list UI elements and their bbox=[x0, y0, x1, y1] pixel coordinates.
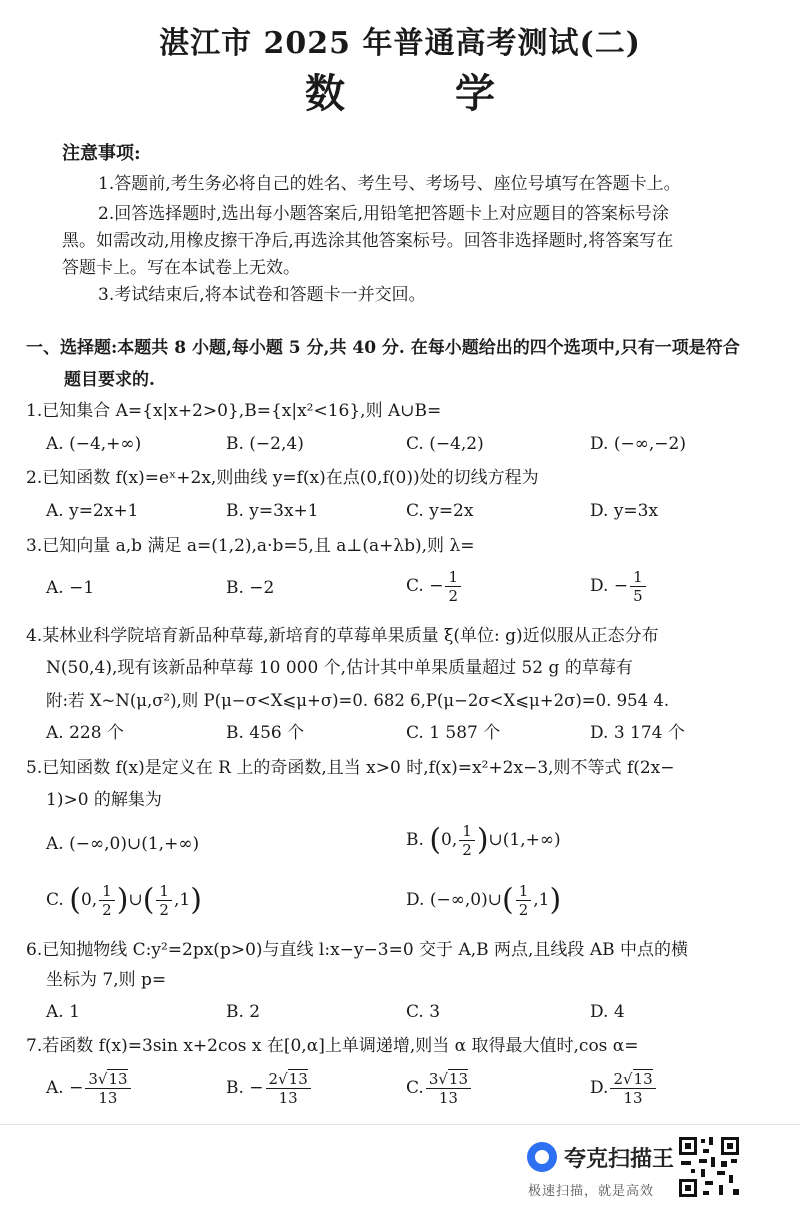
exam-title: 湛江市 2025 年普通高考测试(二) bbox=[159, 26, 641, 61]
denominator: 13 bbox=[98, 1089, 118, 1107]
numerator: 2√13 bbox=[610, 1070, 655, 1089]
coefficient: 3 bbox=[428, 1070, 439, 1088]
qr-module bbox=[719, 1185, 723, 1195]
q3-option-b: B. −2 bbox=[226, 578, 275, 598]
fraction bbox=[445, 568, 461, 605]
q5-option-b: B. (0, $\frac{1}{2}$ )∪(1,+∞) bbox=[406, 822, 561, 859]
right-paren: ) bbox=[476, 822, 489, 858]
scanner-logo-icon bbox=[527, 1142, 557, 1172]
section-heading-cont: 题目要求的. bbox=[64, 370, 155, 390]
subject-title bbox=[0, 62, 800, 119]
footer-divider bbox=[0, 1124, 800, 1125]
subject-char-2: 学 bbox=[455, 70, 495, 117]
subject-char-1: 数 bbox=[305, 70, 345, 117]
q6-option-d: D. 4 bbox=[590, 1002, 625, 1022]
numerator: 1 bbox=[156, 882, 172, 901]
q2-option-a: A. y=2x+1 bbox=[46, 501, 139, 521]
q6-option-a: A. 1 bbox=[46, 1002, 80, 1022]
left-paren: ( bbox=[429, 822, 442, 858]
fraction bbox=[426, 1070, 471, 1107]
left-paren: ( bbox=[69, 882, 81, 918]
left-paren: ( bbox=[501, 882, 514, 918]
numerator: 3√13 bbox=[85, 1070, 130, 1089]
coefficient: 2 bbox=[268, 1070, 279, 1088]
scanner-slogan: 极速扫描，就是高效 bbox=[528, 1184, 655, 1199]
qr-finder-center bbox=[727, 1143, 733, 1149]
q1-option-b: B. (−2,4) bbox=[226, 434, 304, 454]
q7-option-c-prefix: C. bbox=[406, 1078, 424, 1098]
notice-line: 黑。如需改动,用橡皮擦干净后,再选涂其他答案标号。回答非选择题时,将答案写在 bbox=[62, 231, 674, 251]
fraction bbox=[85, 1070, 130, 1107]
q4-option-d: D. 3 174 个 bbox=[590, 723, 685, 743]
fraction bbox=[610, 1070, 655, 1107]
notice-line: 答题卡上。写在本试卷上无效。 bbox=[62, 258, 300, 278]
fraction bbox=[99, 882, 115, 919]
q2-option-c: C. y=2x bbox=[406, 501, 474, 521]
question-2-stem: 2.已知函数 f(x)=eˣ+2x,则曲线 y=f(x)在点(0,f(0))处的切线方程为 bbox=[26, 468, 539, 488]
denominator: 13 bbox=[623, 1089, 643, 1107]
qr-module bbox=[681, 1161, 691, 1165]
question-3-stem: 3.已知向量 a,b 满足 a=(1,2),a·b=5,且 a⊥(a+λb),则 λ= bbox=[26, 536, 475, 556]
notice-line: 1.答题前,考生务必将自己的姓名、考生号、考场号、座位号填写在答题卡上。 bbox=[98, 174, 681, 194]
q3-option-a: A. −1 bbox=[46, 578, 95, 598]
q5-option-c-prefix: C. bbox=[46, 890, 64, 910]
numerator: 2√13 bbox=[266, 1070, 311, 1089]
section-heading: 一、选择题:本题共 8 小题,每小题 5 分,共 40 分. 在每小题给出的四个选项中,只有一项是符合 bbox=[26, 338, 740, 358]
question-4-line-3: 附:若 X~N(μ,σ²),则 P(μ−σ<X⩽μ+σ)=0. 682 6,P(μ−2σ<X⩽μ+2σ)=0. 954 4. bbox=[46, 691, 670, 710]
qr-module bbox=[717, 1171, 725, 1175]
q3-option-c bbox=[406, 568, 463, 605]
qr-module bbox=[701, 1139, 705, 1143]
q4-option-a: A. 228 个 bbox=[46, 723, 124, 743]
fraction bbox=[630, 568, 646, 605]
fraction bbox=[266, 1070, 311, 1107]
denominator: 5 bbox=[633, 587, 643, 605]
fraction bbox=[459, 822, 475, 859]
denominator: 2 bbox=[462, 841, 472, 859]
qr-module bbox=[705, 1181, 713, 1185]
denominator: 2 bbox=[159, 901, 169, 919]
qr-module bbox=[691, 1169, 695, 1173]
radicand: 13 bbox=[288, 1070, 308, 1088]
q4-option-c: C. 1 587 个 bbox=[406, 723, 501, 743]
q1-option-c: C. (−4,2) bbox=[406, 434, 484, 454]
right-paren: ) bbox=[190, 882, 202, 918]
notice-heading: 注意事项: bbox=[62, 143, 141, 164]
right-paren: ) bbox=[116, 882, 129, 918]
radicand: 13 bbox=[633, 1070, 653, 1088]
qr-module bbox=[711, 1157, 715, 1167]
q7-option-b bbox=[226, 1070, 313, 1107]
q5-option-d-prefix: D. (−∞,0)∪ bbox=[406, 890, 502, 910]
q7-option-d-prefix: D. bbox=[590, 1078, 609, 1098]
q5-option-a: A. (−∞,0)∪(1,+∞) bbox=[46, 834, 200, 854]
q2-option-d: D. y=3x bbox=[590, 501, 659, 521]
qr-code-icon bbox=[677, 1135, 741, 1199]
coefficient: 2 bbox=[613, 1070, 623, 1088]
numerator: 1 bbox=[516, 882, 532, 901]
right-paren: ) bbox=[549, 882, 562, 918]
denominator: 2 bbox=[102, 901, 112, 919]
notice-line: 2.回答选择题时,选出每小题答案后,用铅笔把答题卡上对应题目的答案标号涂 bbox=[98, 204, 670, 224]
q7-option-a bbox=[46, 1070, 133, 1107]
q1-option-d: D. (−∞,−2) bbox=[590, 434, 686, 454]
q7-option-d bbox=[590, 1070, 658, 1107]
q6-option-c: C. 3 bbox=[406, 1002, 441, 1022]
notice-line: 3.考试结束后,将本试卷和答题卡一并交回。 bbox=[98, 285, 426, 305]
q6-option-b: B. 2 bbox=[226, 1002, 261, 1022]
left-paren: ( bbox=[142, 882, 155, 918]
numerator: 1 bbox=[445, 568, 461, 587]
q7-option-a-prefix: A. − bbox=[46, 1078, 84, 1098]
q5-option-b-suffix: ∪(1,+∞) bbox=[488, 830, 561, 850]
qr-module bbox=[703, 1149, 709, 1153]
q3-option-c-prefix: C. − bbox=[406, 576, 444, 596]
denominator: 2 bbox=[448, 587, 458, 605]
fraction bbox=[516, 882, 532, 919]
q3-option-d-prefix: D. − bbox=[590, 576, 629, 596]
question-4-line-1: 4.某林业科学院培育新品种草莓,新培育的草莓单果质量 ξ(单位: g)近似服从正态分布 bbox=[26, 626, 659, 646]
question-5-line-2: 1)>0 的解集为 bbox=[46, 790, 162, 810]
radicand: 13 bbox=[108, 1070, 128, 1088]
scanner-brand: 夸克扫描王 bbox=[564, 1147, 675, 1172]
qr-module bbox=[731, 1159, 737, 1163]
question-1-stem: 1.已知集合 A={x|x+2>0},B={x|x²<16},则 A∪B= bbox=[26, 401, 442, 421]
qr-module bbox=[701, 1169, 705, 1177]
q4-option-b: B. 456 个 bbox=[226, 723, 305, 743]
q3-option-d bbox=[590, 568, 648, 605]
qr-module bbox=[729, 1175, 733, 1183]
numerator: 1 bbox=[459, 822, 475, 841]
qr-finder-center bbox=[685, 1143, 691, 1149]
question-7-stem: 7.若函数 f(x)=3sin x+2cos x 在[0,α]上单调递增,则当 α 取得最大值时,cos α= bbox=[26, 1036, 639, 1056]
q7-option-b-prefix: B. − bbox=[226, 1078, 264, 1098]
fraction bbox=[156, 882, 172, 919]
denominator: 13 bbox=[438, 1089, 458, 1107]
question-6-line-1: 6.已知抛物线 C:y²=2px(p>0)与直线 l:x−y−3=0 交于 A,B 两点,且线段 AB 中点的横 bbox=[26, 940, 689, 960]
q7-option-c bbox=[406, 1070, 473, 1107]
qr-module bbox=[699, 1159, 707, 1163]
qr-module bbox=[709, 1137, 713, 1145]
q1-option-a: A. (−4,+∞) bbox=[46, 434, 142, 454]
question-5-line-1: 5.已知函数 f(x)是定义在 R 上的奇函数,且当 x>0 时,f(x)=x²+2x−3,则不等式 f(2x− bbox=[26, 758, 675, 778]
coefficient: 3 bbox=[88, 1070, 98, 1088]
qr-finder-center bbox=[685, 1185, 691, 1191]
numerator: 3√13 bbox=[426, 1070, 471, 1089]
denominator: 2 bbox=[518, 901, 529, 919]
q2-option-b: B. y=3x+1 bbox=[226, 501, 319, 521]
q5-option-b-prefix: B. bbox=[406, 830, 424, 850]
q5-option-c: C. (0, $\frac{1}{2}$ )∪( $\frac{1}{2}$ ,1) bbox=[46, 882, 202, 919]
numerator: 1 bbox=[99, 882, 115, 901]
qr-module bbox=[733, 1189, 739, 1195]
question-4-line-2: N(50,4),现有该新品种草莓 10 000 个,估计其中单果质量超过 52 g 的草莓有 bbox=[46, 658, 633, 678]
q5-option-d: D. (−∞,0)∪( $\frac{1}{2}$ ,1) bbox=[406, 882, 562, 919]
radicand: 13 bbox=[448, 1070, 469, 1088]
denominator: 13 bbox=[278, 1089, 298, 1107]
question-6-line-2: 坐标为 7,则 p= bbox=[46, 970, 167, 990]
numerator: 1 bbox=[630, 568, 646, 587]
logo-inner-circle bbox=[535, 1150, 549, 1164]
qr-module bbox=[721, 1161, 727, 1167]
qr-module bbox=[703, 1191, 709, 1195]
